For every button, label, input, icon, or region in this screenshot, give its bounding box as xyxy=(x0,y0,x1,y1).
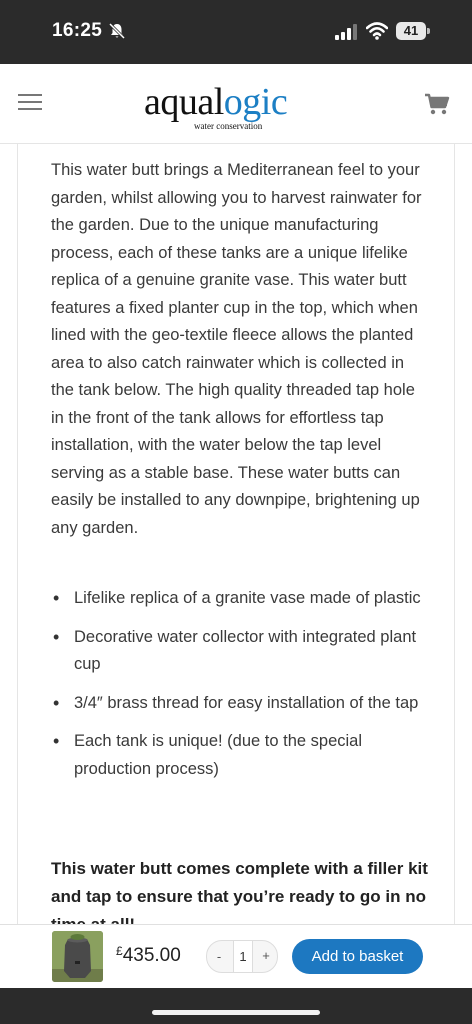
logo-suffix: gic xyxy=(242,81,288,123)
logo-prefix: aqua xyxy=(144,81,214,123)
feature-item: • Lifelike replica of a granite vase made of plastic xyxy=(51,585,431,613)
bell-slash-icon xyxy=(108,22,126,40)
feature-item: • Each tank is unique! (due to the special production process) xyxy=(51,728,431,783)
logo-text xyxy=(144,80,287,124)
logo-drop-o: o xyxy=(223,81,243,123)
logo-l: l xyxy=(213,81,224,123)
battery-icon xyxy=(396,22,430,40)
price-amount: 435.00 xyxy=(122,945,181,966)
home-indicator-area xyxy=(0,988,472,1024)
quantity-decrease-button[interactable]: - xyxy=(216,949,222,964)
product-price xyxy=(116,945,181,967)
menu-line xyxy=(18,108,42,110)
quantity-input[interactable]: 1 xyxy=(233,941,253,972)
battery-level: 41 xyxy=(396,22,426,40)
cart-icon[interactable] xyxy=(424,92,450,116)
feature-item: • 3/4″ brass thread for easy installation of the tap xyxy=(51,690,431,718)
product-description-panel xyxy=(17,143,455,933)
home-indicator[interactable] xyxy=(152,1010,320,1015)
quantity-increase-button[interactable]: + xyxy=(262,948,270,963)
status-bar xyxy=(0,0,472,64)
feature-list xyxy=(51,585,431,794)
status-time: 16:25 xyxy=(52,20,103,41)
menu-line xyxy=(18,101,42,103)
site-header xyxy=(0,64,472,144)
product-thumbnail[interactable] xyxy=(52,931,103,982)
wifi-icon xyxy=(366,22,388,40)
menu-line xyxy=(18,94,42,96)
price-currency: £ xyxy=(116,944,123,958)
feature-item: • Decorative water collector with integrated plant cup xyxy=(51,624,431,679)
battery-tip xyxy=(427,28,430,34)
product-description: This water butt brings a Mediterranean feel to your garden, whilst allowing you to harvest rainwater for the garden. Due to the unique manufacturing process, each of these tanks are a unique lifelike replica of a genuine granite vase. This water butt features a fixed planter cup in the top, which when lined with the geo-textile fleece allows the planted area to also catch rainwater which is collected in the tank below. The high quality threaded tap hole in the front of the tank allows for effortless tap installation, with the water below the tap level serving as a stable base. These water butts can easily be installed to any downpipe, brightening up any garden. xyxy=(51,161,422,537)
add-to-basket-button[interactable]: Add to basket xyxy=(292,939,423,974)
closing-statement: This water butt comes complete with a filler kit and tap to ensure that you’re ready to go in no xyxy=(51,859,428,906)
menu-icon[interactable] xyxy=(18,94,42,112)
aqualogic-logo[interactable] xyxy=(144,78,334,134)
quantity-stepper xyxy=(206,940,278,973)
signal-icon xyxy=(335,24,359,40)
logo-tagline: water conservation xyxy=(194,121,263,131)
sticky-add-to-cart-bar xyxy=(0,924,472,988)
